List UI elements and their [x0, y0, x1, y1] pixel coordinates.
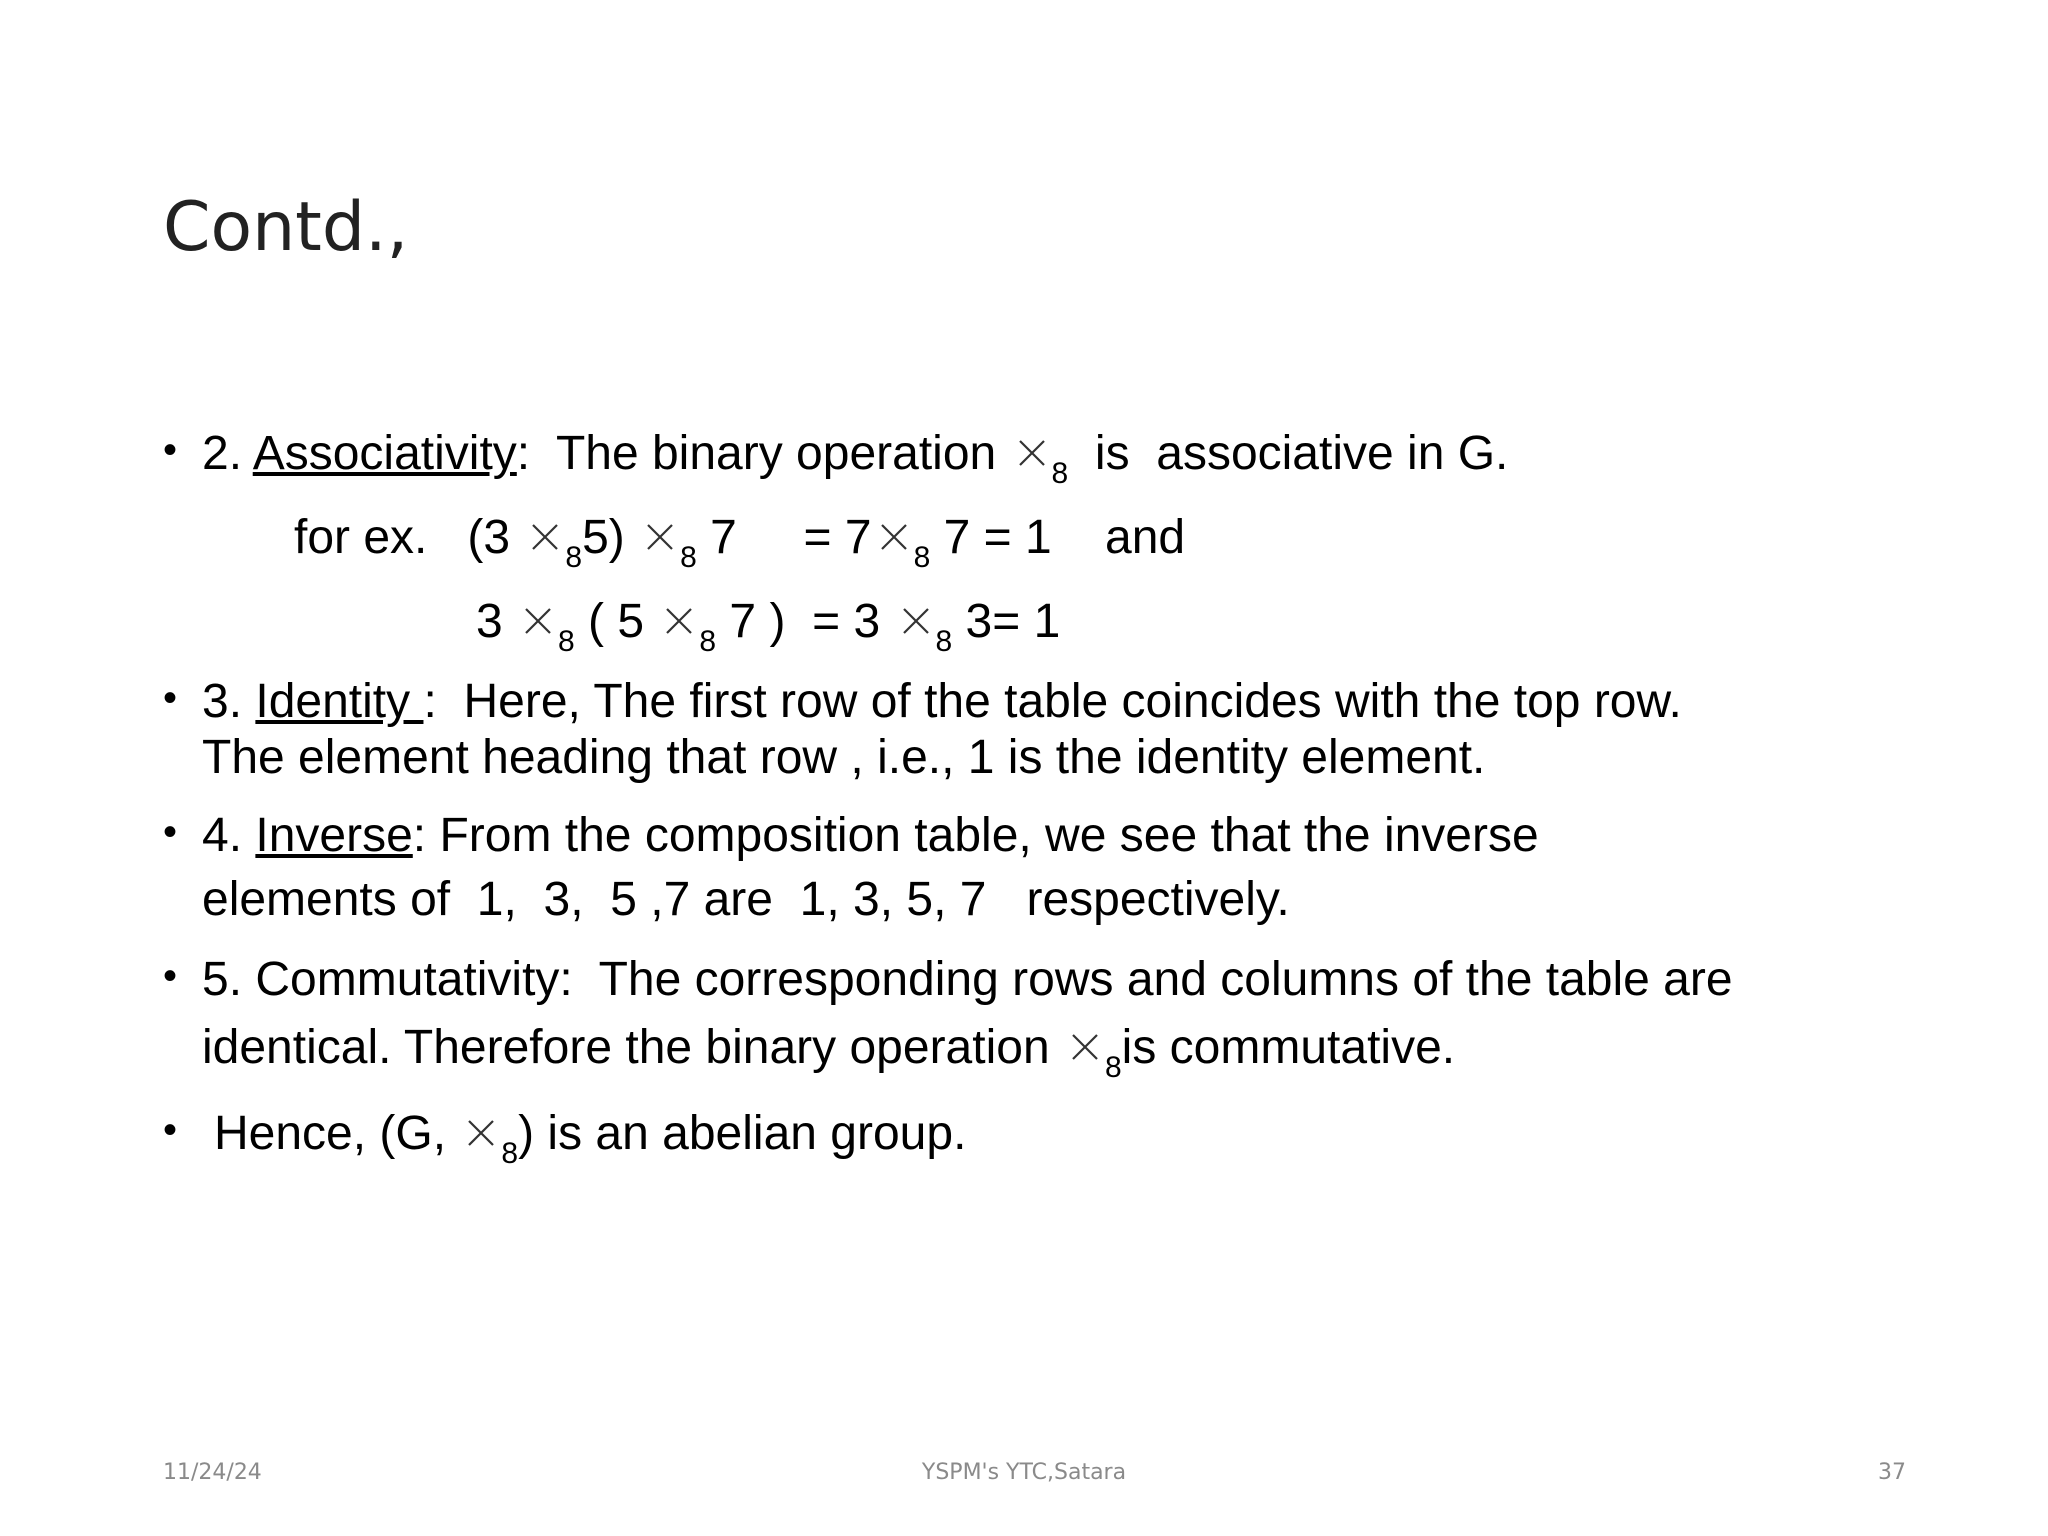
inverse-heading: Inverse	[255, 809, 413, 862]
times-icon	[527, 519, 563, 555]
times-icon	[463, 1115, 499, 1151]
footer-date: 11/24/24	[163, 1460, 262, 1485]
bullet-commutativity: •	[163, 954, 178, 998]
bullet-conclusion: •	[163, 1108, 178, 1152]
inverse-line-2: elements of 1, 3, 5 ,7 are 1, 3, 5, 7 respectively.	[202, 873, 1290, 926]
identity-heading: Identity	[255, 675, 424, 728]
commutativity-line-2: identical. Therefore the binary operation $_8$is commutative.	[202, 1021, 1456, 1084]
conclusion-line: Hence, (G, $_8$) is an abelian group.	[214, 1107, 967, 1170]
times-icon	[520, 603, 556, 639]
footer-center: YSPM's YTC,Satara	[921, 1460, 1127, 1485]
slide-title: Contd.,	[163, 188, 409, 267]
associativity-example-1: for ex. (3 $_8$5) $_8$ 7 = 7 $_8$ 7 = 1 and	[294, 511, 1186, 574]
times-icon	[898, 603, 934, 639]
times-icon	[1067, 1029, 1103, 1065]
associativity-heading: Associativity	[252, 427, 517, 480]
times-icon	[642, 519, 678, 555]
times-icon	[1014, 435, 1050, 471]
associativity-example-2: 3 $_8$ ( 5 $_8$ 7 ) = 3 $_8$ 3= 1	[476, 595, 1061, 658]
bullet-inverse: •	[163, 810, 178, 854]
inverse-line-1: 4. Inverse: From the composition table, we see that the inverse	[202, 809, 1539, 862]
footer-page-number: 37	[1878, 1460, 1906, 1485]
associativity-line: 2. Associativity: The binary operation $_8$ is associative in G.	[202, 427, 1509, 490]
bullet-associativity: •	[163, 428, 178, 472]
identity-line-2: The element heading that row , i.e., 1 is the identity element.	[202, 731, 1486, 784]
times-icon	[661, 603, 697, 639]
times-icon	[876, 519, 912, 555]
commutativity-line-1: 5. Commutativity: The corresponding rows and columns of the table are	[202, 953, 1733, 1006]
identity-line-1: 3. Identity : Here, The first row of the table coincides with the top row.	[202, 675, 1682, 728]
bullet-identity: •	[163, 676, 178, 720]
